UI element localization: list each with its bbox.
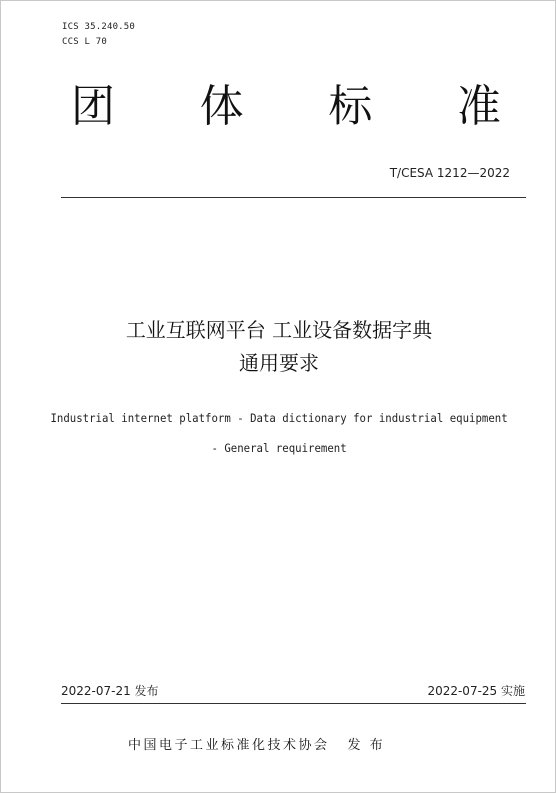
- publisher-line: [128, 734, 385, 753]
- title-char-4: 准: [456, 81, 501, 132]
- title-char-2: 体: [199, 81, 244, 132]
- top-divider: [61, 197, 526, 198]
- chinese-title-line-1: 工业互联网平台 工业设备数据字典: [125, 318, 433, 342]
- publisher-name: 中国电子工业标准化技术协会: [128, 738, 330, 753]
- title-char-1: 团: [71, 81, 115, 132]
- publisher-action: 发 布: [347, 738, 386, 753]
- standard-number: T/CESA 1212—2022: [389, 166, 510, 180]
- implementation-date: 2022-07-25 实施: [427, 684, 525, 698]
- ics-code: ICS 35.240.50: [62, 22, 136, 32]
- english-title-line-1: Industrial internet platform - Data dictionary for industrial equipment: [50, 411, 508, 425]
- document-type-title: [71, 79, 501, 135]
- bottom-divider: [61, 703, 526, 704]
- english-title-line-2: - General requirement: [211, 441, 347, 455]
- title-char-3: 标: [328, 81, 373, 132]
- issue-date: 2022-07-21 发布: [61, 684, 159, 698]
- chinese-title-line-2: 通用要求: [239, 351, 319, 375]
- ccs-code: CCS L 70: [62, 37, 107, 47]
